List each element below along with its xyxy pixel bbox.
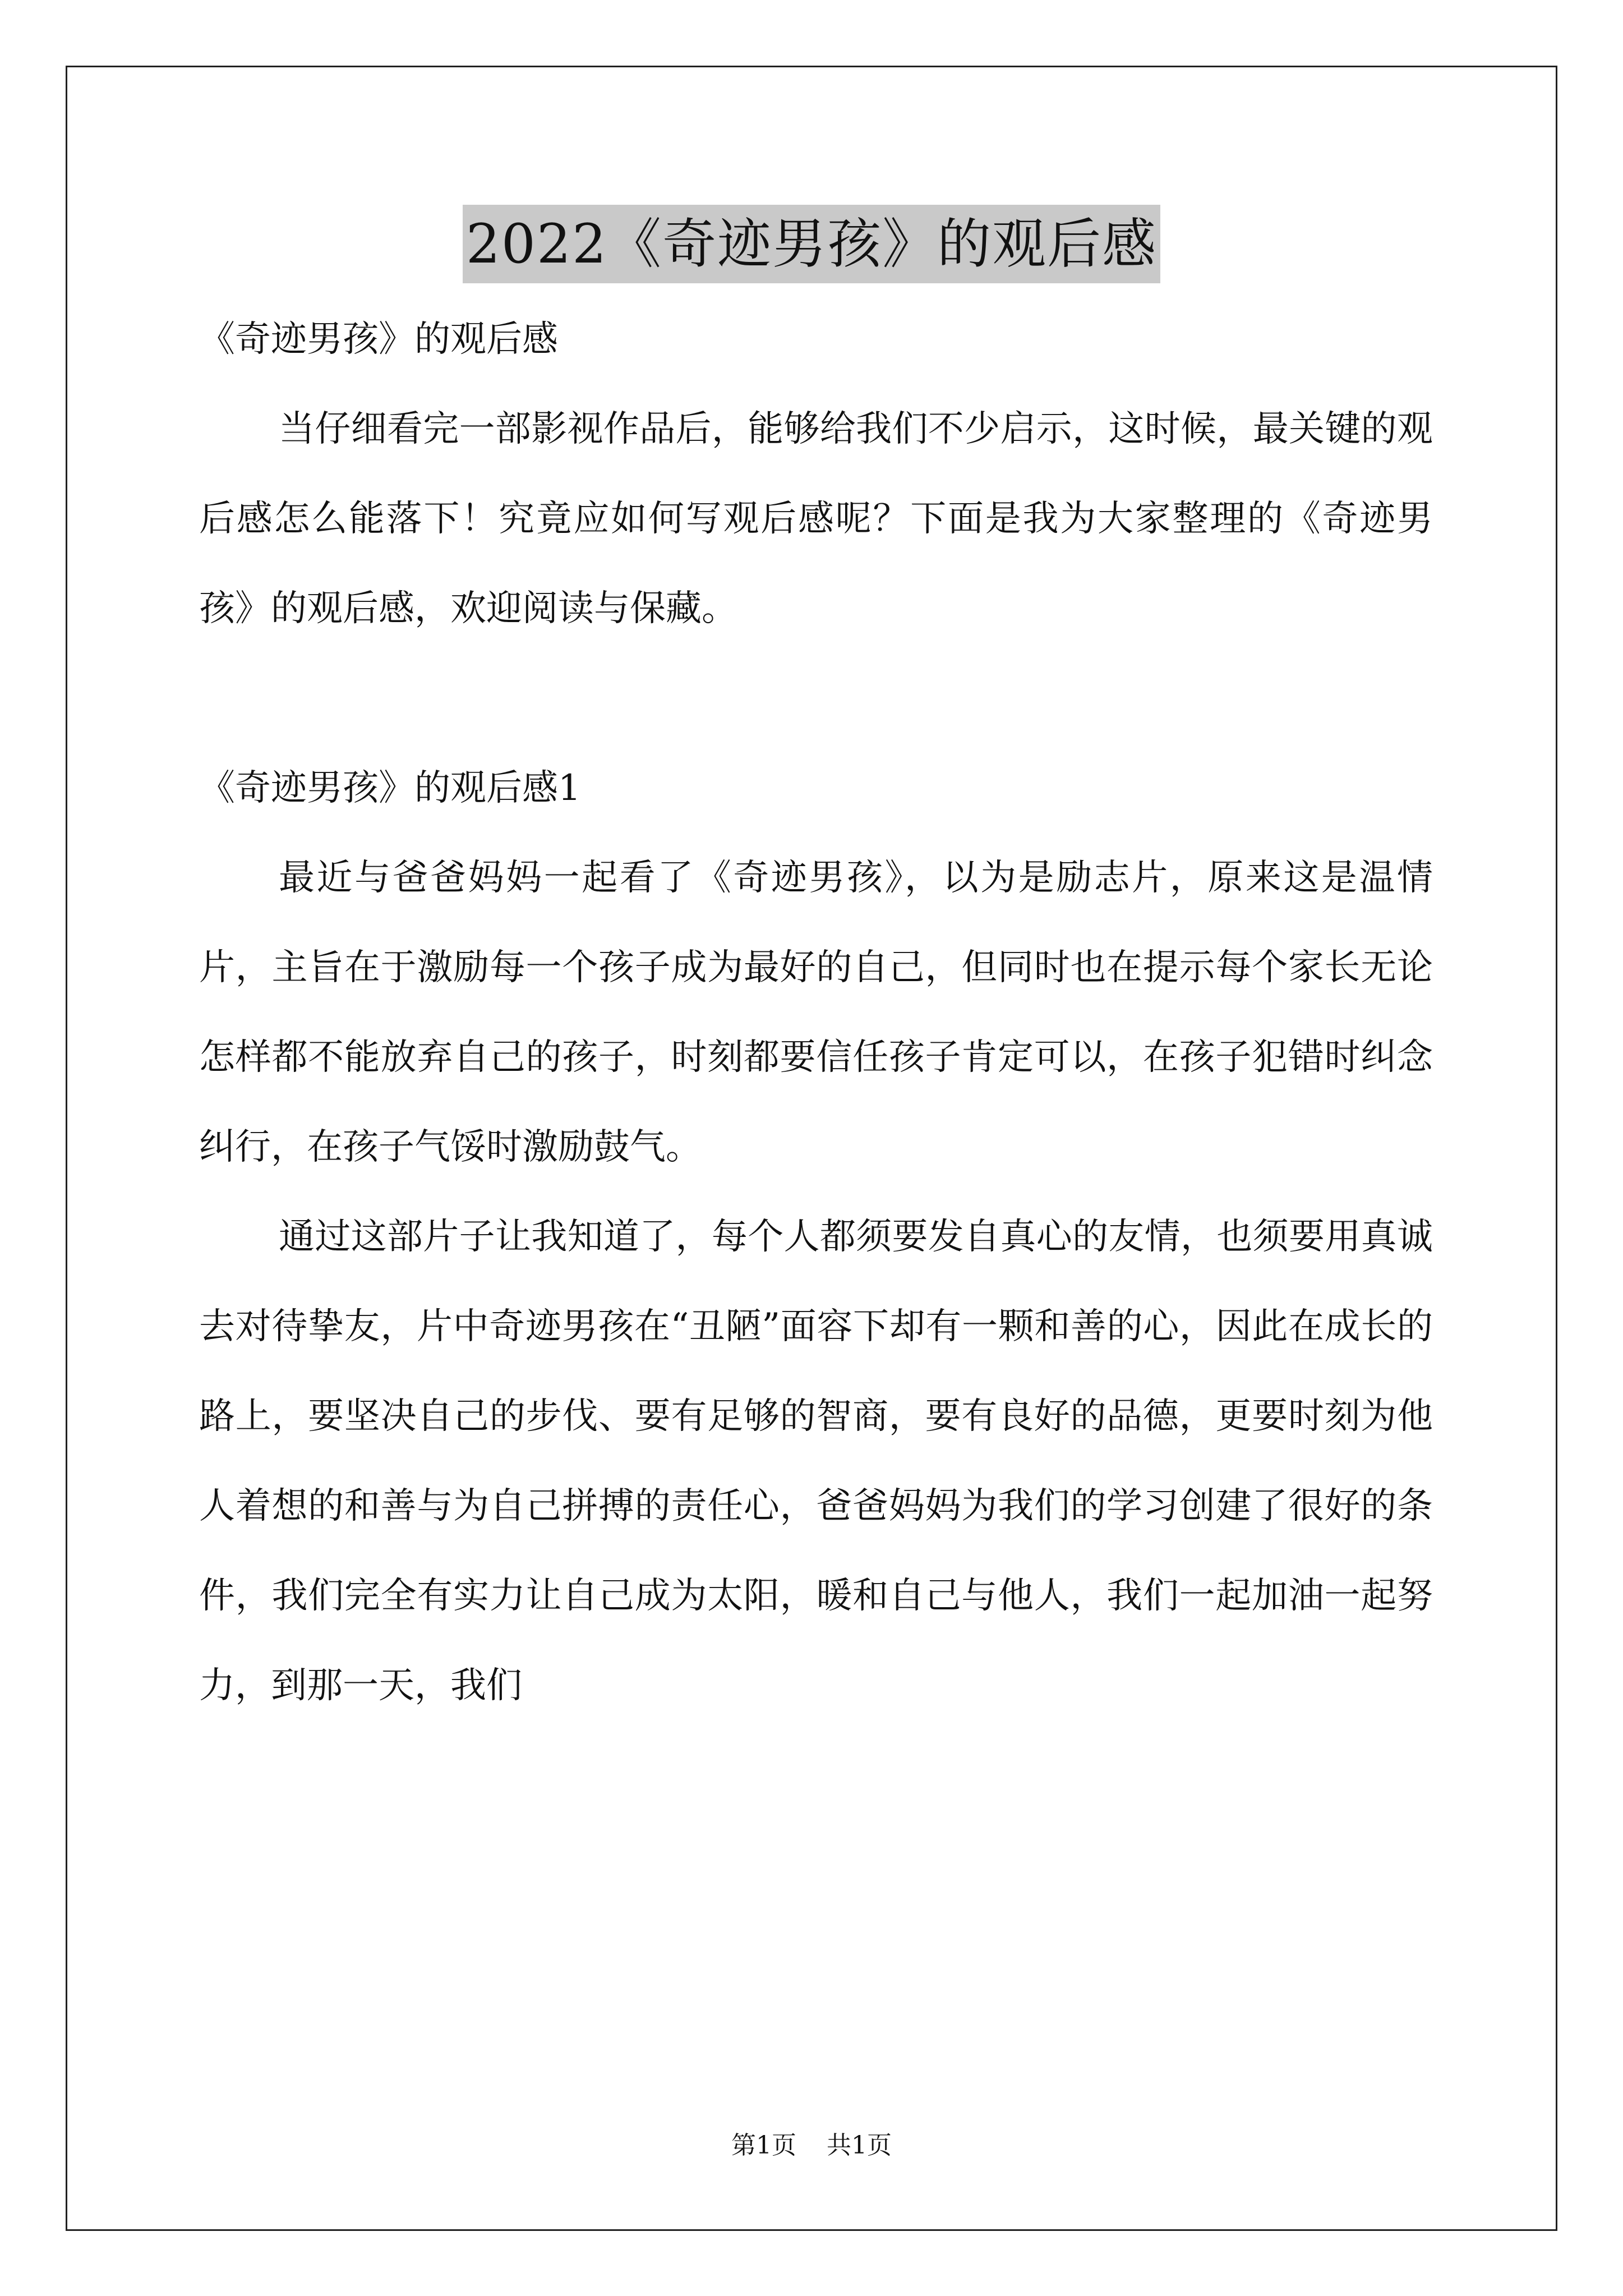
- body-paragraph-1: 最近与爸爸妈妈一起看了《奇迹男孩》，以为是励志片，原来这是温情片，主旨在于激励每一个孩子成为最好的自己，但同时也在提示每个家长无论怎样都不能放弃自己的孩子，时刻都要信任孩子肯定可以，在孩子犯错时纠念纠行，在孩子气馁时激励鼓气。: [199, 857, 1433, 1168]
- section-heading: 《奇迹男孩》的观后感1: [199, 767, 581, 809]
- body-paragraph-2: 通过这部片子让我知道了，每个人都须要发自真心的友情，也须要用真诚去对待挚友，片中奇迹男孩在“丑陋”面容下却有一颗和善的心，因此在成长的路上，要坚决自己的步伐、要有足够的智商，要有良好的品德，更要时刻为他人着想的和善与为自己拼搏的责任心，爸爸妈妈为我们的学习创建了很好的条件，我们完全有实力让自己成为太阳，暖和自己与他人，我们一起加油一起努力，到那一天，我们: [199, 1216, 1433, 1706]
- document-subtitle: 《奇迹男孩》的观后感: [199, 319, 558, 360]
- intro-paragraph: 当仔细看完一部影视作品后，能够给我们不少启示，这时候，最关键的观后感怎么能落下！究竟应如何写观后感呢？下面是我为大家整理的《奇迹男孩》的观后感，欢迎阅读与保藏。: [199, 408, 1433, 629]
- title-container: [0, 205, 1623, 283]
- document-body: [199, 295, 1433, 1731]
- page-total: 共1页: [827, 2131, 892, 2160]
- section-spacer: [199, 654, 1433, 743]
- page-number: 第1页: [731, 2131, 796, 2160]
- page-footer: [0, 2129, 1623, 2162]
- document-title: 2022《奇迹男孩》的观后感: [463, 205, 1160, 283]
